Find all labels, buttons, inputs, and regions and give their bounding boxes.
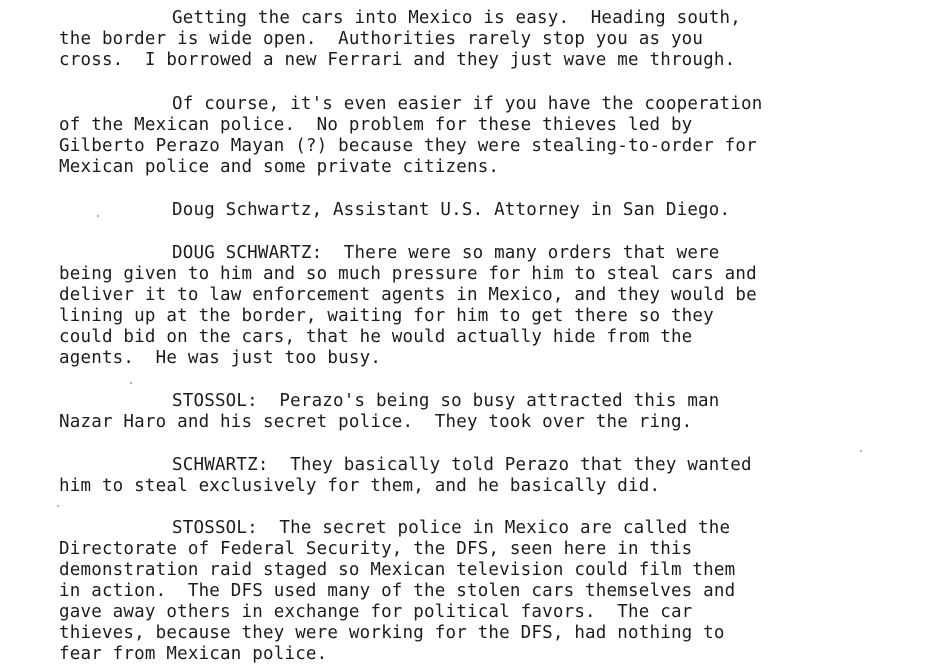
text-line: Of course, it's even easier if you have the cooperation xyxy=(172,94,763,114)
text-line: SCHWARTZ: They basically told Perazo that they wanted xyxy=(172,455,752,475)
text-line: cross. I borrowed a new Ferrari and they just wave me through. xyxy=(59,50,736,70)
scan-speck xyxy=(130,382,132,384)
text-line: Nazar Haro and his secret police. They took over the ring. xyxy=(59,412,693,432)
text-line: STOSSOL: The secret police in Mexico are called the xyxy=(172,518,731,538)
text-line: Mexican police and some private citizens. xyxy=(59,157,500,177)
text-line: Doug Schwartz, Assistant U.S. Attorney in San Diego. xyxy=(172,200,731,220)
scan-speck xyxy=(860,450,862,452)
text-line: agents. He was just too busy. xyxy=(59,348,382,368)
text-line: STOSSOL: Perazo's being so busy attracted this man xyxy=(172,391,720,411)
text-line: in action. The DFS used many of the stolen cars themselves and xyxy=(59,581,736,601)
text-line: fear from Mexican police. xyxy=(59,644,328,664)
text-line: Directorate of Federal Security, the DFS, seen here in this xyxy=(59,539,693,559)
text-line: Gilberto Perazo Mayan (?) because they were stealing-to-order for xyxy=(59,136,757,156)
text-line: of the Mexican police. No problem for these thieves led by xyxy=(59,115,693,135)
text-line: could bid on the cars, that he would actually hide from the xyxy=(59,327,693,347)
text-line: him to steal exclusively for them, and he basically did. xyxy=(59,476,661,496)
text-line: deliver it to law enforcement agents in Mexico, and they would be xyxy=(59,285,757,305)
scan-speck xyxy=(57,505,59,507)
text-line: DOUG SCHWARTZ: There were so many orders that were xyxy=(172,243,720,263)
text-line: demonstration raid staged so Mexican television could film them xyxy=(59,560,736,580)
text-line: the border is wide open. Authorities rarely stop you as you xyxy=(59,29,704,49)
scan-speck xyxy=(97,215,99,217)
text-line: thieves, because they were working for the DFS, had nothing to xyxy=(59,623,725,643)
text-line: gave away others in exchange for political favors. The car xyxy=(59,602,693,622)
text-line: lining up at the border, waiting for him to get there so they xyxy=(59,306,714,326)
text-line: being given to him and so much pressure for him to steal cars and xyxy=(59,264,757,284)
text-line: Getting the cars into Mexico is easy. Heading south, xyxy=(172,8,742,28)
